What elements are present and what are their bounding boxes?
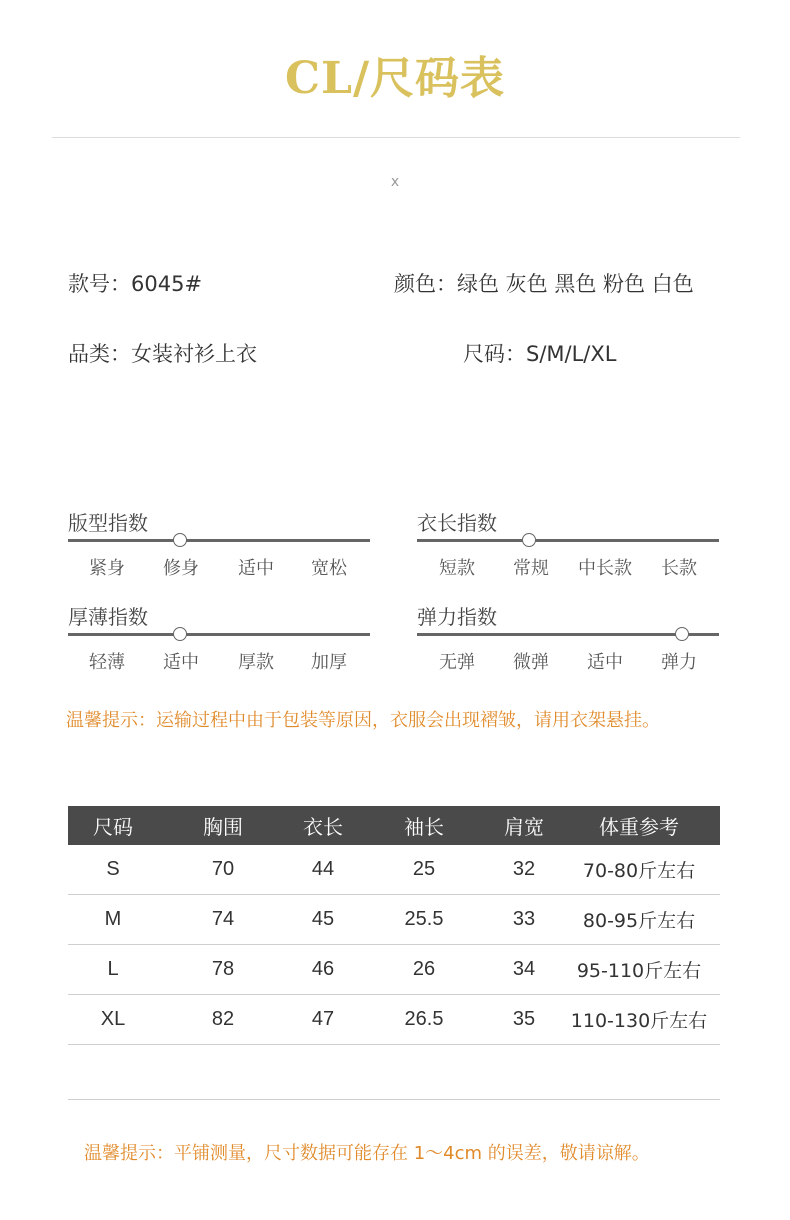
table-cell: 80-95斤左右 [558,895,720,945]
scale-indicator [675,627,689,641]
table-cell: 70-80斤左右 [558,845,720,895]
table-cell: 32 [490,845,558,895]
table-cell: 110-130斤左右 [558,995,720,1045]
scale-title: 版型指数 [68,511,148,535]
table-row [68,895,720,945]
table-header-cell: 体重参考 [558,806,720,845]
scale-label: 轻薄 [89,652,125,673]
title-divider [52,137,740,138]
table-cell: 33 [490,895,558,945]
scale-title: 弹力指数 [417,605,497,629]
table-cell: 34 [490,945,558,995]
scale-label: 紧身 [89,558,125,579]
table-cell: 26.5 [358,995,490,1045]
bottom-divider [68,1099,720,1100]
table-cell: S [68,845,158,895]
table-cell: 70 [158,845,288,895]
table-row [68,945,720,995]
scale-label: 中长款 [578,558,632,579]
scale-label: 短款 [439,558,475,579]
scale-indicator [522,533,536,547]
size-table [68,806,720,1045]
table-cell: 26 [358,945,490,995]
page-title: CL/尺码表 [284,53,506,104]
scale-label: 适中 [587,652,623,673]
scale-label: 宽松 [311,558,347,579]
table-cell: 45 [288,895,358,945]
table-cell: 44 [288,845,358,895]
table-cell: L [68,945,158,995]
table-header-cell: 胸围 [158,806,288,845]
scale-track [68,539,370,542]
style-number: 款号：6045# [68,272,203,296]
table-row [68,845,720,895]
scale-label: 微弹 [513,652,549,673]
table-cell: 25 [358,845,490,895]
scale-label: 适中 [238,558,274,579]
table-header-cell: 肩宽 [490,806,558,845]
table-header-row [68,806,720,845]
table-cell: 46 [288,945,358,995]
table-header-cell: 袖长 [358,806,490,845]
size-list: 尺码：S/M/L/XL [463,342,617,366]
scale-track [417,539,719,542]
scale-track [68,633,370,636]
table-header-cell: 尺码 [68,806,158,845]
scale-label: 厚款 [238,652,274,673]
table-cell: 47 [288,995,358,1045]
scale-label: 长款 [661,558,697,579]
scale-label: 修身 [163,558,199,579]
scale-indicator [173,533,187,547]
scale-title: 衣长指数 [417,511,497,535]
scale-label: 加厚 [311,652,347,673]
table-cell: M [68,895,158,945]
table-cell: 95-110斤左右 [558,945,720,995]
color-list: 颜色：绿色 灰色 黑色 粉色 白色 [394,272,694,296]
table-cell: 78 [158,945,288,995]
scale-label: 常规 [513,558,549,579]
scale-label: 适中 [163,652,199,673]
table-cell: 35 [490,995,558,1045]
table-row [68,995,720,1045]
table-header-cell: 衣长 [288,806,358,845]
scale-label: 弹力 [661,652,697,673]
category: 品类：女装衬衫上衣 [68,342,257,366]
scale-track [417,633,719,636]
scale-label: 无弹 [439,652,475,673]
table-cell: 25.5 [358,895,490,945]
scale-title: 厚薄指数 [68,605,148,629]
table-cell: 82 [158,995,288,1045]
table-cell: XL [68,995,158,1045]
table-cell: 74 [158,895,288,945]
scale-indicator [173,627,187,641]
shipping-tip: 温馨提示：运输过程中由于包装等原因，衣服会出现褶皱，请用衣架悬挂。 [66,710,660,731]
close-icon[interactable]: x [390,174,400,190]
measurement-tip: 温馨提示：平铺测量，尺寸数据可能存在 1～4cm 的误差，敬请谅解。 [84,1143,650,1164]
